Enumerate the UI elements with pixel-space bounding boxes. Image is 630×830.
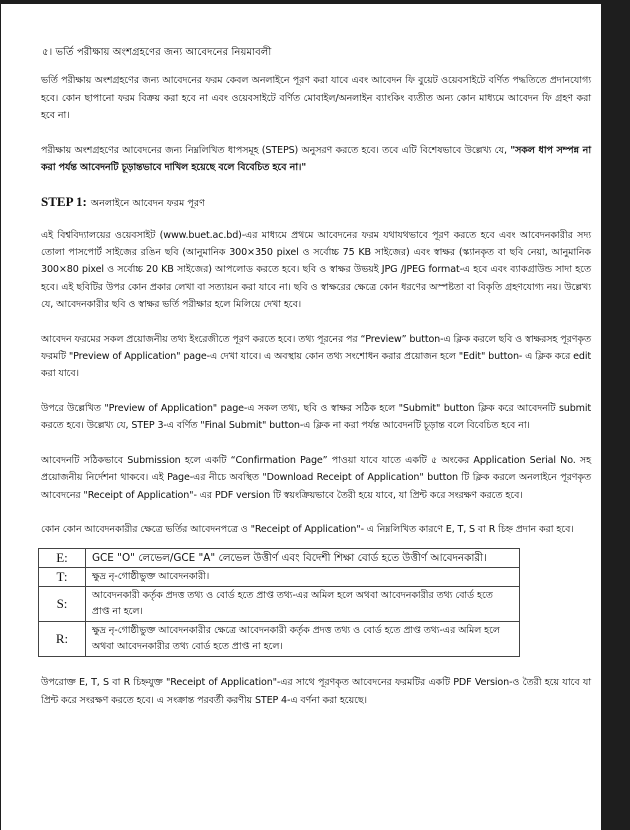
step1-label: STEP 1: — [41, 194, 87, 210]
step1-title: অনলাইনে আবেদন ফরম পূরণ — [90, 198, 205, 210]
intro-paragraph: ভর্তি পরীক্ষায় অংশগ্রহণের জন্য আবেদনের ফরম কেবল অনলাইনে পূরণ করা যাবে এবং আবেদন ফি বুয়েট ওয়েবসাইটে বর্ণিত পদ্ধতিতে প্রদানযোগ্য হবে। কোন ছাপানো ফরম বিক্রয় করা হবে না এবং ওয়েবসাইটে বর্ণিত মোবাইল/অনলাইন ব্যাংকিং ব্যতীত অন্য কোন মাধ্যমে আবেদন ফি গ্রহণ করা হবে না। — [41, 75, 591, 122]
mark-code: E: — [39, 549, 86, 568]
marks-table — [38, 548, 520, 657]
step1-paragraph-5: কোন কোন আবেদনকারীর ক্ষেত্রে ভর্তির আবেদনপত্রে ও "Receipt of Application"- এ নিম্নলিখিত কারণে E, T, S বা R চিহ্ন প্রদান করা হবে। — [41, 523, 574, 535]
step1-paragraph-2: আবেদন ফরমের সকল প্রয়োজনীয় তথ্য ইংরেজীতে পূরণ করতে হবে। তথ্য পূরনের পর “Preview” button-এ ক্লিক করলে ছবি ও স্বাক্ষরসহ পূরণকৃত ফরমটি "Preview of Application" page-এ দেখা যাবে। এ অবস্থায় কোন তথ্য সংশোধন করার প্রয়োজন হলে "Edit" button- এ ক্লিক করে edit করা যাবে। — [41, 333, 591, 380]
mark-description: আবেদনকারী কর্তৃক প্রদত্ত তথ্য ও বোর্ড হতে প্রাপ্ত তথ্য-এর অমিল হলে অথবা আবেদনকারীর তথ্য বোর্ড হতে প্রাপ্ত না হলে। — [86, 587, 520, 622]
mark-description: ক্ষুদ্র নৃ-গোষ্ঠীভুক্ত আবেদনকারী। — [86, 568, 520, 587]
steps-intro-paragraph — [41, 142, 591, 177]
document-content — [41, 44, 591, 726]
document-page — [1, 4, 601, 830]
table-row — [39, 622, 520, 657]
steps-intro-text: পরীক্ষায় অংশগ্রহণের আবেদনের জন্য নিম্নলিখিত ধাপসমূহ (STEPS) অনুসরণ করতে হবে। তবে এটি বিশেষভাবে উল্লেখ্য যে, — [41, 144, 511, 156]
mark-description: ক্ষুদ্র নৃ-গোষ্ঠীভুক্ত আবেদনকারীর ক্ষেত্রে আবেদনকারী কর্তৃক প্রদত্ত তথ্য ও বোর্ড হতে প্রাপ্ত তথ্য-এর অমিল হলে অথবা আবেদনকারীর তথ্য বোর্ড হতে প্রাপ্ত না হলে। — [86, 622, 520, 657]
mark-code: T: — [39, 568, 86, 587]
table-row — [39, 549, 520, 568]
mark-description: GCE "O" লেভেল/GCE "A" লেভেল উত্তীর্ণ এবং বিদেশী শিক্ষা বোর্ড হতে উত্তীর্ণ আবেদনকারী। — [86, 549, 520, 568]
step1-paragraph-3: উপরে উল্লেখিত "Preview of Application" page-এ সকল তথ্য, ছবি ও স্বাক্ষর সঠিক হলে "Submit" button ক্লিক করে আবেদনটি submit করতে হবে। উল্লেখ্য যে, STEP 3-এ বর্ণিত "Final Submit" button-এ ক্লিক না করা পর্যন্ত আবেদনটি চূড়ান্ত বলে বিবেচিত হবে না। — [41, 402, 591, 432]
step1-heading — [41, 193, 591, 212]
mark-code: R: — [39, 622, 86, 657]
step1-paragraph-1: এই বিশ্ববিদ্যালয়ের ওয়েবসাইট (www.buet.ac.bd)-এর মাধ্যমে প্রথমে আবেদনের ফরম যথাযথভাবে পূরণ করতে হবে এবং আবেদনকারীর সদ্য তোলা পাসপোর্ট সাইজের রঙিন ছবি (আনুমানিক 300×350 pixel ও সর্বোচ্চ 75 KB সাইজের) এবং স্বাক্ষর (স্ক্যানকৃত বা ছবি নেয়া, আনুমানিক 300×80 pixel ও সর্বোচ্চ 20 KB সাইজের) আপলোড করতে হবে। ছবি ও স্বাক্ষর উভয়ই JPG /JPEG format-এ হবে এবং ব্যাকগ্রাউন্ড সাদা হতে হবে। এই ছবিটির উপর কোন প্রকার লেখা বা সত্যায়ন করা যাবে না। ছবি ও স্বাক্ষরের ক্ষেত্রে কোন ধরণের অস্পষ্টতা বা বিকৃতি গ্রহণযোগ্য নয়। উল্লেখ্য যে, আবেদনকারীর ছবি ও স্বাক্ষর ভর্তি পরীক্ষার হলে মিলিয়ে দেখা হবে। — [41, 229, 591, 311]
table-row — [39, 587, 520, 622]
table-row — [39, 568, 520, 587]
steps-intro-bold-text: "সকল ধাপ সম্পন্ন না করা পর্যন্ত আবেদনটি চূড়ান্তভাবে দাখিল হয়েছে বলে বিবেচিত হবে না।" — [41, 144, 591, 173]
step1-paragraph-6: উপরোক্ত E, T, S বা R চিহ্নযুক্ত "Receipt of Application"-এর সাথে পূরণকৃত আবেদনের ফরমটির একটি PDF Version-ও তৈরী হয়ে যাবে যা প্রিন্ট করে সংরক্ষণ করতে হবে। এ সংক্রান্ত পরবর্তী করণীয় STEP 4-এ বর্ণনা করা হয়েছে। — [41, 677, 591, 706]
section-heading: ৫। ভর্তি পরীক্ষায় অংশগ্রহণের জন্য আবেদনের নিয়মাবলী — [42, 47, 272, 58]
mark-code: S: — [39, 587, 86, 622]
step1-paragraph-4: আবেদনটি সঠিকভাবে Submission হলে একটি “Confirmation Page” পাওয়া যাবে যাতে একটি ৫ অংকের Application Serial No. সহ প্রয়োজনীয় নির্দেশনা থাকবে। এই Page-এর নীচে অবস্থিত "Download Receipt of Application" button টি ক্লিক করলে অনলাইনে পূরণকৃত আবেদনের "Receipt of Application"- এর PDF version টি স্বয়ংক্রিয়ভাবে তৈরী হয়ে যাবে, যা প্রিন্ট করে সংরক্ষণ করতে হবে। — [41, 454, 591, 501]
